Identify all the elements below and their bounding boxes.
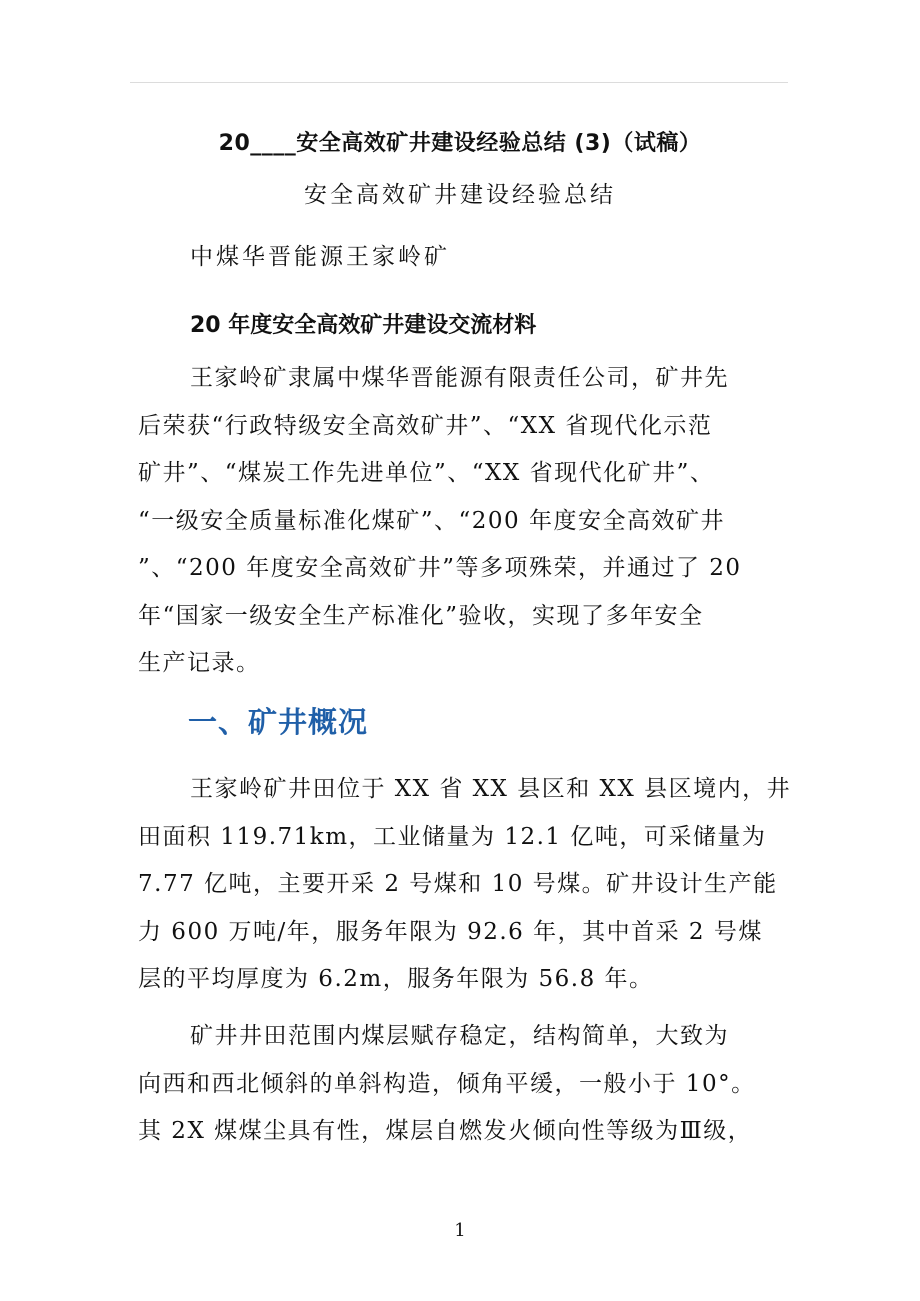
overview-line: 向西和西北倾斜的单斜构造，倾角平缓，一般小于 10°。 [138, 1070, 756, 1097]
intro-line: 生产记录。 [138, 650, 261, 676]
document-title: 20____安全高效矿井建设经验总结 (3)（试稿） [218, 131, 702, 156]
section-heading: 一、矿井概况 [188, 705, 369, 739]
overview-paragraph-2 [138, 1013, 788, 1156]
intro-paragraph [138, 355, 788, 688]
header-rule [130, 82, 788, 83]
overview-line: 层的平均厚度为 6.2m，服务年限为 56.8 年。 [138, 966, 654, 992]
organization-name: 中煤华晋能源王家岭矿 [190, 244, 450, 270]
overview-line: 王家岭矿井田位于 XX 省 XX 县区和 XX 县区境内，井 [190, 776, 792, 802]
overview-line: 其 2X 煤煤尘具有性，煤层自燃发火倾向性等级为Ⅲ级， [138, 1118, 753, 1144]
material-title: 20 年度安全高效矿井建设交流材料 [190, 313, 537, 338]
intro-line: 后荣获“行政特级安全高效矿井”、“XX 省现代化示范 [138, 412, 713, 439]
intro-line: 王家岭矿隶属中煤华晋能源有限责任公司，矿井先 [190, 365, 729, 391]
overview-line: 力 600 万吨/年，服务年限为 92.6 年，其中首采 2 号煤 [138, 918, 763, 945]
overview-line: 7.77 亿吨，主要开采 2 号煤和 10 号煤。矿井设计生产能 [138, 871, 778, 897]
overview-paragraph-1 [138, 766, 792, 1004]
overview-line: 矿井井田范围内煤层赋存稳定，结构简单，大致为 [190, 1023, 729, 1049]
intro-line: ”、“200 年度安全高效矿井”等多项殊荣，并通过了 20 [138, 555, 742, 581]
document-subtitle: 安全高效矿井建设经验总结 [304, 182, 616, 208]
intro-line: “一级安全质量标准化煤矿”、“200 年度安全高效矿井 [138, 507, 725, 534]
intro-line: 矿井”、“煤炭工作先进单位”、“XX 省现代化矿井”、 [138, 460, 715, 486]
overview-line: 田面积 119.71km，工业储量为 12.1 亿吨，可采储量为 [138, 823, 767, 850]
intro-line: 年“国家一级安全生产标准化”验收，实现了多年安全 [138, 602, 704, 629]
page-number: 1 [454, 1220, 466, 1241]
